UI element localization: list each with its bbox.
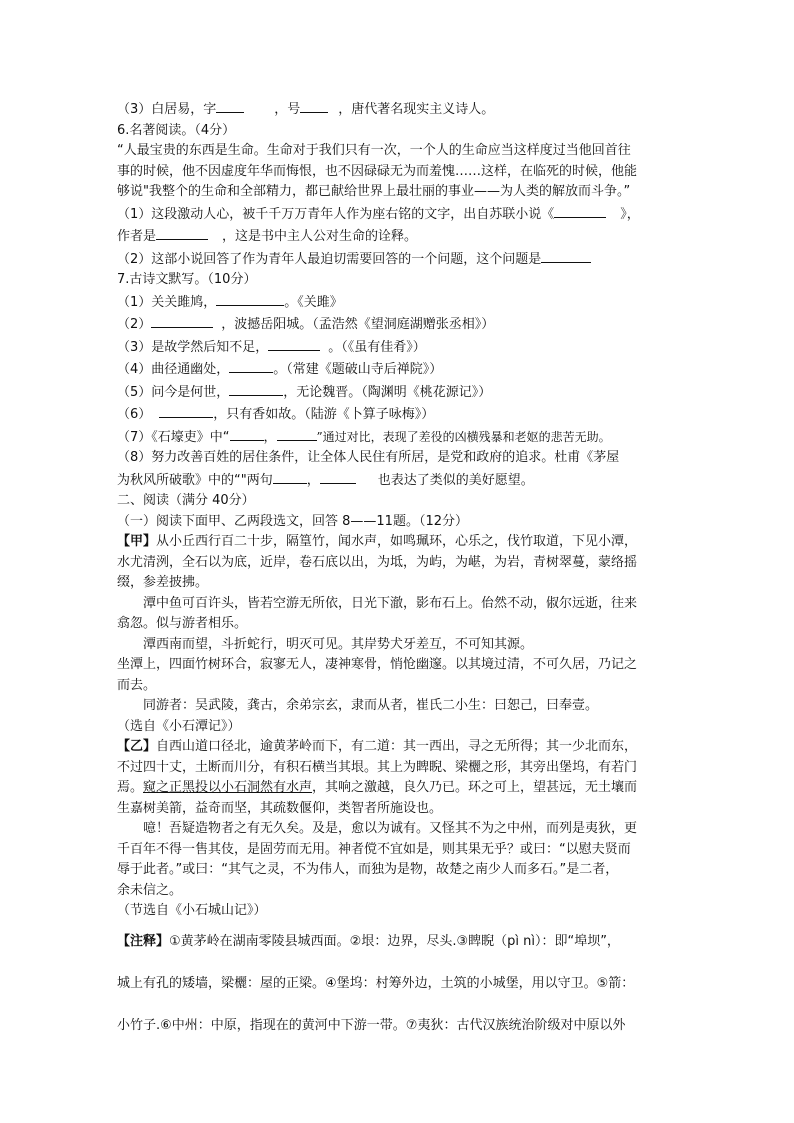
text: ”通过对比，表现了差役的凶横残暴和老妪的悲苦无助。 <box>316 429 611 444</box>
passage-line: 噫！吾疑造物者之有无久矣。及是，愈以为诚有。又怪其不为之中州，而列是夷狄，更 <box>143 821 638 836</box>
passage-line: 翕忽。似与游者相乐。 <box>117 616 248 631</box>
text: 》， <box>620 206 640 222</box>
text: ， <box>263 429 277 445</box>
answer-blank[interactable] <box>156 225 208 240</box>
answer-blank[interactable] <box>320 469 356 484</box>
question-line <box>117 248 687 271</box>
section-6-heading: 6.名著阅读。（4分） <box>117 122 236 138</box>
answer-blank[interactable] <box>554 203 606 218</box>
text: （5）问今是何世， <box>117 384 230 400</box>
passage-yi-line <box>117 737 687 758</box>
notes-line: 城上有孔的矮墙，梁欐：屋的正梁。④堡坞：村筹外边，土筑的小城堡，用以守卫。⑤箭： <box>117 975 635 991</box>
poem-line <box>117 313 687 336</box>
answer-blank[interactable] <box>230 426 264 441</box>
passage-line: 缀，参差披拂。 <box>117 575 209 590</box>
document-page <box>117 98 687 1058</box>
answer-blank[interactable] <box>277 426 317 441</box>
passage-line: 余未信之。 <box>117 882 183 898</box>
notes-line: 小竹子.⑥中州：中原，指现在的黄河中下游一带。⑦夷狄：古代汉族统治阶级对中原以外 <box>117 1017 626 1033</box>
poem-line <box>117 426 687 449</box>
answer-blank[interactable] <box>300 98 328 113</box>
underlined-sentence: 窥之正黑投以小石洞然有水声 <box>143 780 313 795</box>
passage-line: 水尤清洌，全石以为底，近岸，卷石底以出，为坻，为屿，为嵁，为岩，青树翠蔓，蒙络摇 <box>117 554 638 570</box>
passage-source: （选自《小石潭记》） <box>117 718 241 734</box>
answer-blank[interactable] <box>273 469 307 484</box>
poem-line <box>117 291 687 314</box>
notes-label: 【注释】 <box>117 933 170 949</box>
text: ，号 <box>274 102 301 117</box>
subsection-heading: （一）阅读下面甲、乙两段选文，回答 8——11题。（12分） <box>117 513 468 529</box>
passage-line: 不过四十丈，土断而川分，有积石横当其垠。其上为睥睨、梁欐之形，其旁出堡坞，有若门 <box>117 759 638 775</box>
text: ，波撼岳阳城。（孟浩然《望洞庭湖赠张丞相》） <box>221 317 495 332</box>
poem-line <box>117 469 687 492</box>
text: （3）白居易，字 <box>117 102 217 117</box>
text: （7）《石壕吏》中“ <box>117 429 230 445</box>
answer-blank[interactable] <box>216 98 244 113</box>
text: 。《关雎》 <box>284 294 343 310</box>
text: 。（常建《题破山寺后禅院》） <box>273 362 443 377</box>
answer-blank[interactable] <box>151 313 213 328</box>
text: （1）这段激动人心，被千千万万青年人作为座右铭的文字，出自苏联小说《 <box>117 206 555 222</box>
poem-line <box>117 381 687 404</box>
quote-line: “人最宝贵的东西是生命。生命对于我们只有一次，一个人的生命应当这样度过当他回首往 <box>117 143 631 158</box>
text: 焉。 <box>117 780 144 795</box>
passage-line: 千百年不得一售其伎，是固劳而无用。神者傥不宜如是，则其果无乎？或曰：“以慰夫贤而 <box>117 841 631 857</box>
passage-label: 【甲】 <box>117 534 157 549</box>
text: 从小丘西行百二十步，隔篁竹，闻水声，如鸣珮环，心乐之，伐竹取道，下见小潭， <box>156 534 638 549</box>
text: ，无论魏晋。（陶渊明《桃花源记》） <box>283 384 492 400</box>
answer-blank[interactable] <box>216 291 284 306</box>
text: （1）关关雎鸠， <box>117 294 217 310</box>
passage-line: 辱于此者。”或曰：“其气之灵，不为伟人，而独为是物，故楚之南少人而多石。”是二者， <box>117 862 619 877</box>
passage-line: 同游者：吴武陵，龚古，余弟宗玄，隶而从者，崔氏二小生：曰恕己，曰奉壹。 <box>143 698 599 713</box>
answer-blank[interactable] <box>229 381 283 396</box>
poem-line <box>117 358 687 381</box>
quote-line: 够说"我整个的生命和全部精力，都已献给世界上最壮丽的事业——为人类的解放而斗争。” <box>117 184 631 199</box>
passage-jia-line <box>117 532 687 553</box>
text: 作者是 <box>117 229 157 244</box>
text: 为秋风所破歌》中的“"两句 <box>117 472 273 488</box>
poem-line: （8）努力改善百姓的居住条件，让全体人民住有所居，是党和政府的追求。杜甫《茅屋 <box>117 450 620 465</box>
passage-label: 【乙】 <box>117 739 157 754</box>
section-7-heading: 7.古诗文默写。（10分） <box>117 272 257 287</box>
text: ，这是书中主人公对生命的诠释。 <box>222 229 418 244</box>
text: 也表达了类似的美好愿望。 <box>377 472 534 488</box>
passage-line: 潭西南而望，斗折蛇行，明灭可见。其岸势犬牙差互，不可知其源。 <box>143 636 534 652</box>
text: ， <box>306 472 320 488</box>
answer-blank[interactable] <box>159 403 213 418</box>
question-line <box>117 225 687 248</box>
passage-line: 坐潭上，四面竹树环合，寂寥无人，凄神寒骨，悄怆幽邃。以其境过清，不可久居，乃记之 <box>117 657 638 672</box>
text: （3）是故学然后知不足， <box>117 339 269 355</box>
passage-line: 生嘉树美箭，益奇而坚，其疏数偃仰，类智者所施设也。 <box>117 800 443 816</box>
answer-blank[interactable] <box>268 336 320 351</box>
answer-blank[interactable] <box>541 248 591 263</box>
section-reading-heading: 二、阅读（满分 40分） <box>117 493 255 508</box>
quote-line: 事的时候，他不因虚度年华而悔恨，也不因碌碌无为而羞愧……这样，在临死的时候，他能 <box>117 163 638 179</box>
text: （2）这部小说回答了作为青年人最迫切需要回答的一个问题，这个问题是 <box>117 251 542 267</box>
text: ，唐代著名现实主义诗人。 <box>338 102 495 117</box>
text: ①黄茅岭在湖南零陵县城西面。②垠：边界，尽头.③睥睨（pì nì）：即“埠坝”， <box>169 933 620 949</box>
text: （4）曲径通幽处， <box>117 362 230 377</box>
poem-line <box>117 336 687 359</box>
text: ，其响之激越，良久乃已。环之可上，望甚远，无土壤而 <box>312 780 638 795</box>
text: （2） <box>117 317 152 332</box>
notes-line <box>117 932 687 952</box>
text: 。（《虽有佳肴》） <box>328 339 426 355</box>
text: （6） <box>117 407 152 422</box>
poem-line <box>117 403 687 426</box>
question-line <box>117 203 687 226</box>
question-3-line <box>117 98 687 121</box>
text: 自西山道口径北，逾黄茅岭而下，有二道：其一西出，寻之无所得；其一少北而东， <box>156 739 638 754</box>
text: ，只有香如故。（陆游《卜算子咏梅》） <box>213 407 435 422</box>
passage-line: 而去。 <box>117 677 157 693</box>
passage-line <box>117 778 687 799</box>
answer-blank[interactable] <box>229 358 273 373</box>
passage-source: （节选自《小石城山记》） <box>117 903 267 918</box>
passage-line: 潭中鱼可百许头，皆若空游无所依，日光下澈，影布石上。佁然不动，俶尔远逝，往来 <box>143 595 638 611</box>
